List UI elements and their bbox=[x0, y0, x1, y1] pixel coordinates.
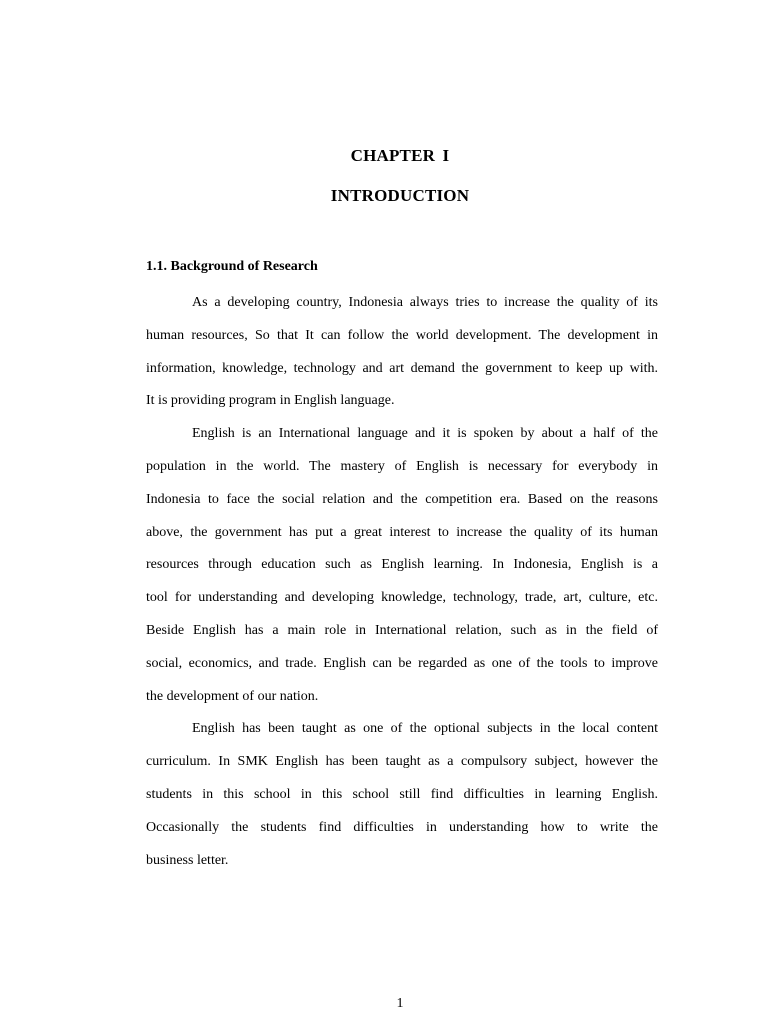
paragraph-line: Beside English has a main role in International relation, such as in the field of bbox=[146, 622, 658, 638]
paragraph-line: information, knowledge, technology and art demand the government to keep up with. bbox=[146, 360, 658, 376]
paragraph-line: English is an International language and it is spoken by about a half of the bbox=[192, 426, 658, 442]
section-heading: 1.1. Background of Research bbox=[146, 259, 318, 274]
page-number: 1 bbox=[396, 996, 404, 1011]
body-text bbox=[146, 287, 658, 877]
paragraph-line: the development of our nation. bbox=[146, 688, 319, 704]
paragraph-line: As a developing country, Indonesia always tries to increase the quality of its bbox=[192, 295, 658, 310]
paragraph-line: It is providing program in English language. bbox=[146, 393, 395, 409]
paragraph-line: tool for understanding and developing knowledge, technology, trade, art, culture, etc. bbox=[146, 590, 658, 606]
paragraph-line: social, economics, and trade. English can be regarded as one of the tools to improve bbox=[146, 655, 658, 671]
paragraph-line: curriculum. In SMK English has been taught as a compulsory subject, however the bbox=[146, 754, 658, 770]
paragraph-2 bbox=[146, 418, 658, 713]
paragraph-line: students in this school in this school still find difficulties in learning English. bbox=[146, 786, 658, 802]
paragraph-1 bbox=[146, 287, 658, 418]
paragraph-line: business letter. bbox=[146, 852, 229, 868]
chapter-number: CHAPTER I bbox=[350, 146, 450, 165]
chapter-title: INTRODUCTION bbox=[330, 186, 470, 205]
paragraph-line: Indonesia to face the social relation and the competition era. Based on the reasons bbox=[146, 491, 658, 507]
paragraph-line: above, the government has put a great interest to increase the quality of its human bbox=[146, 524, 658, 540]
paragraph-line: resources through education such as English learning. In Indonesia, English is a bbox=[146, 557, 658, 573]
paragraph-line: human resources, So that It can follow the world development. The development in bbox=[146, 327, 658, 343]
paragraph-line: Occasionally the students find difficulties in understanding how to write the bbox=[146, 819, 658, 835]
paragraph-3 bbox=[146, 713, 658, 877]
paragraph-line: English has been taught as one of the optional subjects in the local content bbox=[192, 721, 658, 737]
paragraph-line: population in the world. The mastery of English is necessary for everybody in bbox=[146, 458, 658, 474]
